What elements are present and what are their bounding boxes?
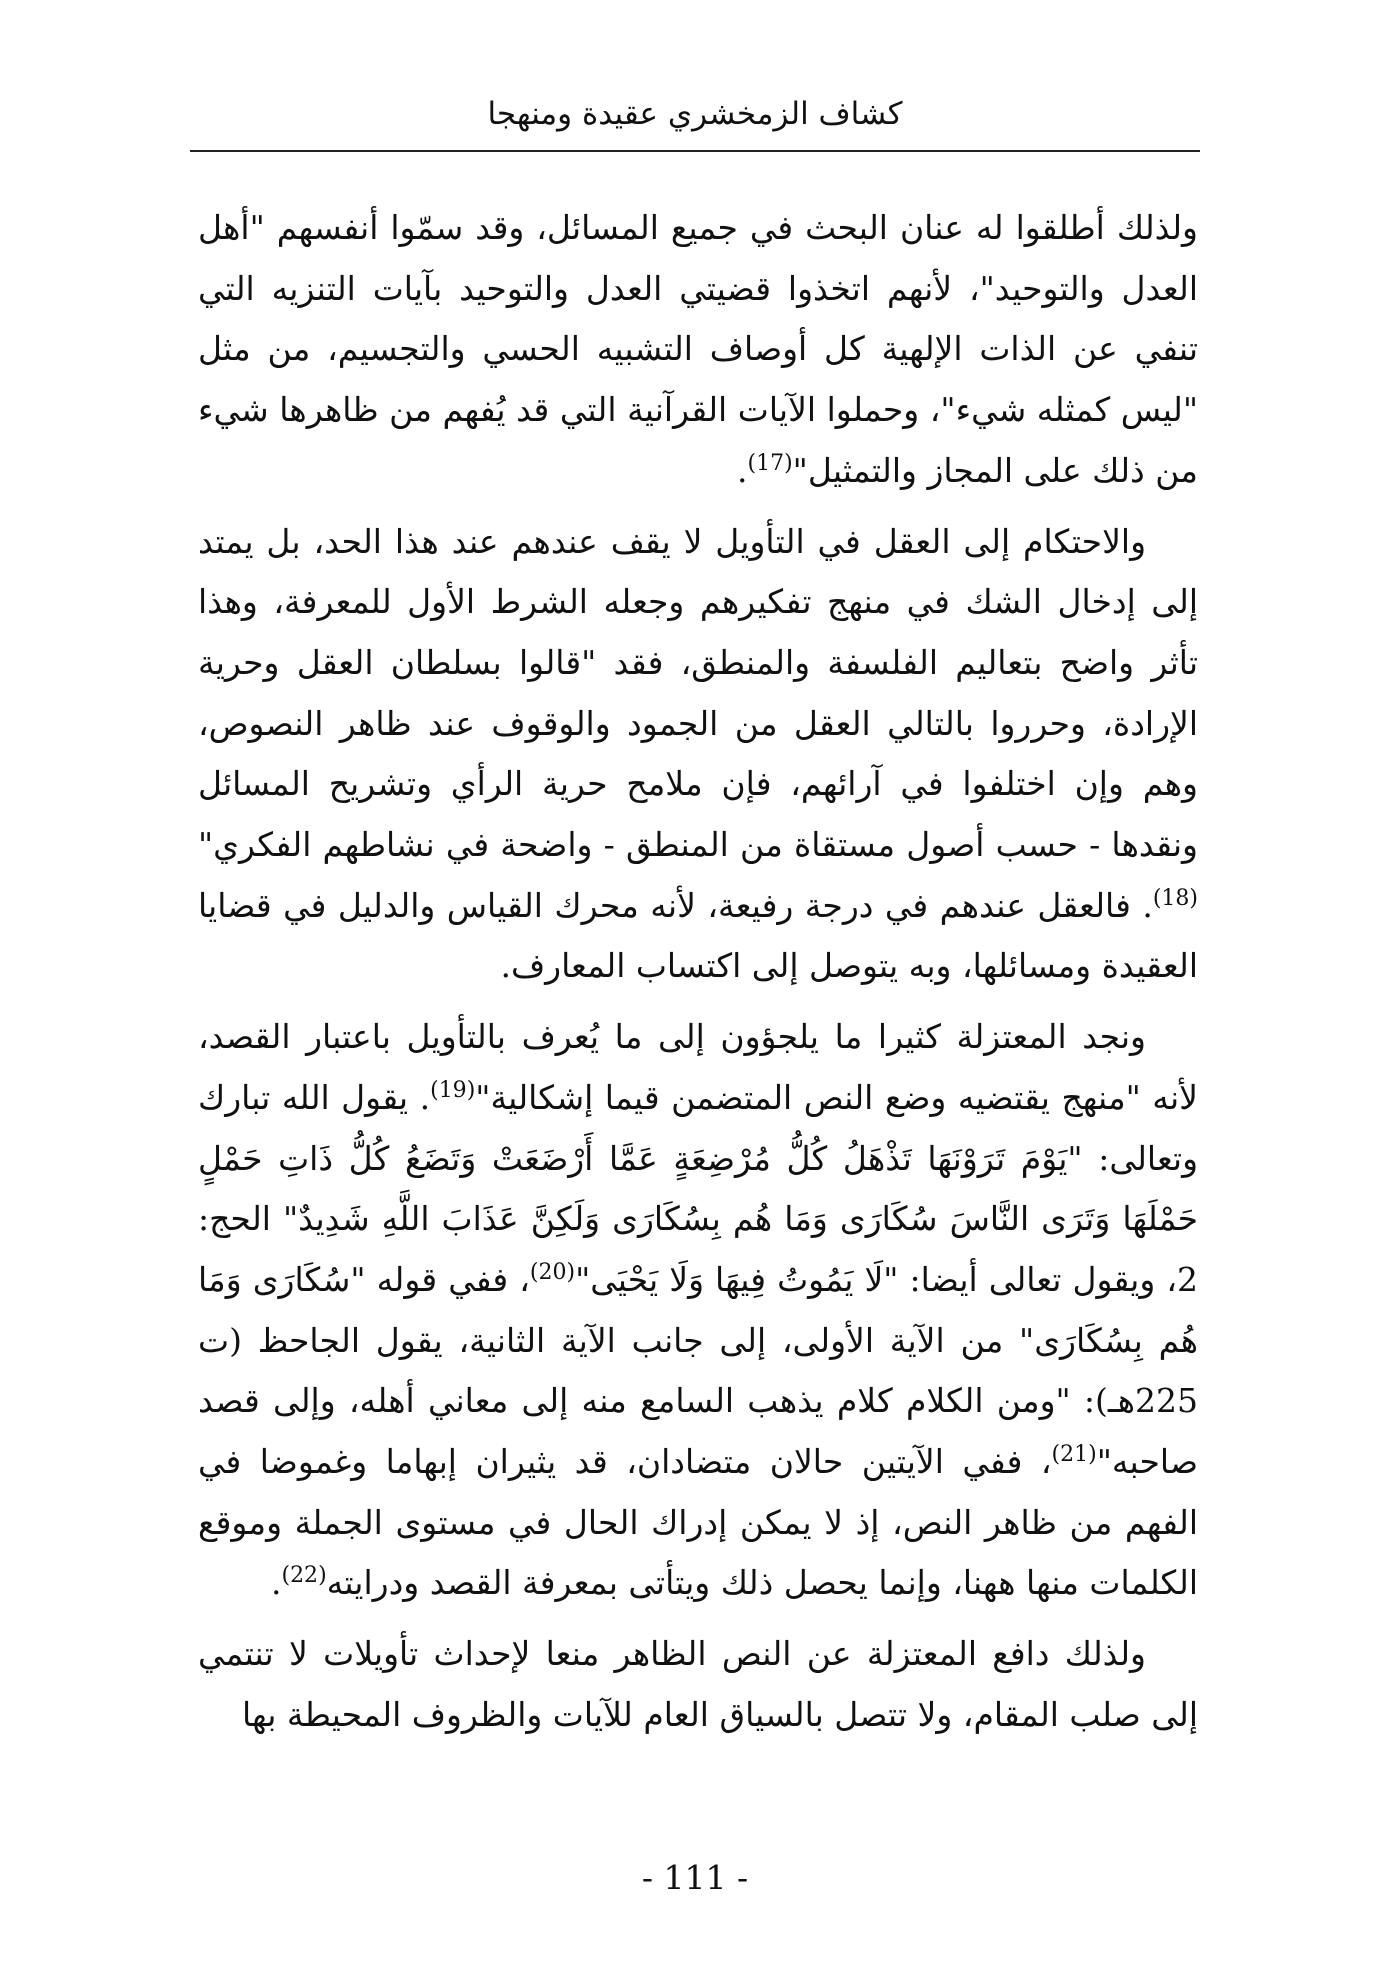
footnote-ref-19: (19) (430, 1077, 476, 1103)
paragraph-1-end: . (736, 450, 748, 490)
footnote-ref-21: (21) (1051, 1442, 1097, 1468)
header-divider (190, 150, 1200, 152)
page-number: - 111 - (641, 1858, 749, 1897)
paragraph-4 (198, 1624, 1198, 1745)
paragraph-2-text-a: والاحتكام إلى العقل في التأويل لا يقف عندهم عند هذا الحد، بل يمتد إلى إدخال الشك في منهج تفكيرهم وجعله الشرط الأول للمعرفة، وهذا تأثر واضح بتعاليم الفلسفة والمنطق، فقد "قالوا بسلطان العقل وحرية الإرادة، وحرروا بالتالي العقل من الجمود والوقوف عند ظاهر النصوص، وهم وإن اختلفوا في آرائهم، فإن ملامح حرية الرأي وتشريح المسائل ونقدها - حسب أصول مستقاة من المنطق - واضحة في نشاطهم الفكري" (198, 521, 1198, 865)
paragraph-3-text-b: . يقول الله تبارك وتعالى: "يَوْمَ تَرَوْنَهَا تَذْهَلُ كُلُّ مُرْضِعَةٍ عَمَّا أَرْضَعَتْ وَتَضَعُ كُلُّ ذَاتِ حَمْلٍ حَمْلَهَا وَتَرَى النَّاسَ سُكَارَى وَمَا هُم بِسُكَارَى وَلَكِنَّ عَذَابَ اللَّهِ شَدِيدٌ" الحج: 2، ويقول تعالى أيضا: "لَا يَمُوتُ فِيهَا وَلَا يَحْيَى" (198, 1077, 1198, 1299)
paragraph-2 (198, 512, 1198, 998)
paragraph-3-text-c: ، ففي قوله "سُكَارَى وَمَا هُم بِسُكَارَى" من الآية الأولى، إلى جانب الآية الثانية، يقول الجاحظ (ت 225هـ): "ومن الكلام كلام يذهب السامع منه إلى معاني أهله، وإلى قصد صاحبه" (198, 1259, 1198, 1482)
paragraph-1 (198, 198, 1198, 502)
footnote-ref-22: (22) (281, 1563, 327, 1589)
running-header-title: كشاف الزمخشري عقيدة ومنهجا (487, 96, 903, 132)
paragraph-4-text: ولذلك دافع المعتزلة عن النص الظاهر منعا لإحداث تأويلات لا تنتمي إلى صلب المقام، ولا تتصل بالسياق العام للآيات والظروف المحيطة بها (198, 1634, 1198, 1734)
paragraph-1-text: ولذلك أطلقوا له عنان البحث في جميع المسائل، وقد سمّوا أنفسهم "أهل العدل والتوحيد"، لأنهم اتخذوا قضيتي العدل والتوحيد بآيات التنزيه التي تنفي عن الذات الإلهية كل أوصاف التشبيه الحسي والتجسيم، من مثل "ليس كمثله شيء"، وحملوا الآيات القرآنية التي قد يُفهم من ظاهرها شيء من ذلك على المجاز والتمثيل" (198, 208, 1198, 490)
paragraph-3-end: . (270, 1563, 282, 1603)
paragraph-2-text-b: . فالعقل عندهم في درجة رفيعة، لأنه محرك القياس والدليل في قضايا العقيدة ومسائلها، وبه يتوصل إلى اكتساب المعارف. (198, 885, 1198, 986)
paragraph-3 (198, 1007, 1198, 1614)
footnote-ref-20: (20) (529, 1259, 576, 1285)
main-text-block (198, 198, 1198, 1756)
footnote-ref-18: (18) (1152, 885, 1198, 911)
paragraph-3-text-d: ، ففي الآيتين حالان متضادان، قد يثيران إبهاما وغموضا في الفهم من ظاهر النص، إذ لا يمكن إدراك الحال في مستوى الجملة وموقع الكلمات منها ههنا، وإنما يحصل ذلك ويتأتى بمعرفة القصد ودرايته (198, 1442, 1198, 1603)
paragraph-3-text-a: ونجد المعتزلة كثيرا ما يلجؤون إلى ما يُعرف بالتأويل باعتبار القصد، لأنه "منهج يقتضيه وضع النص المتضمن قيما إشكالية" (198, 1017, 1198, 1117)
footnote-ref-17: (17) (747, 450, 793, 476)
